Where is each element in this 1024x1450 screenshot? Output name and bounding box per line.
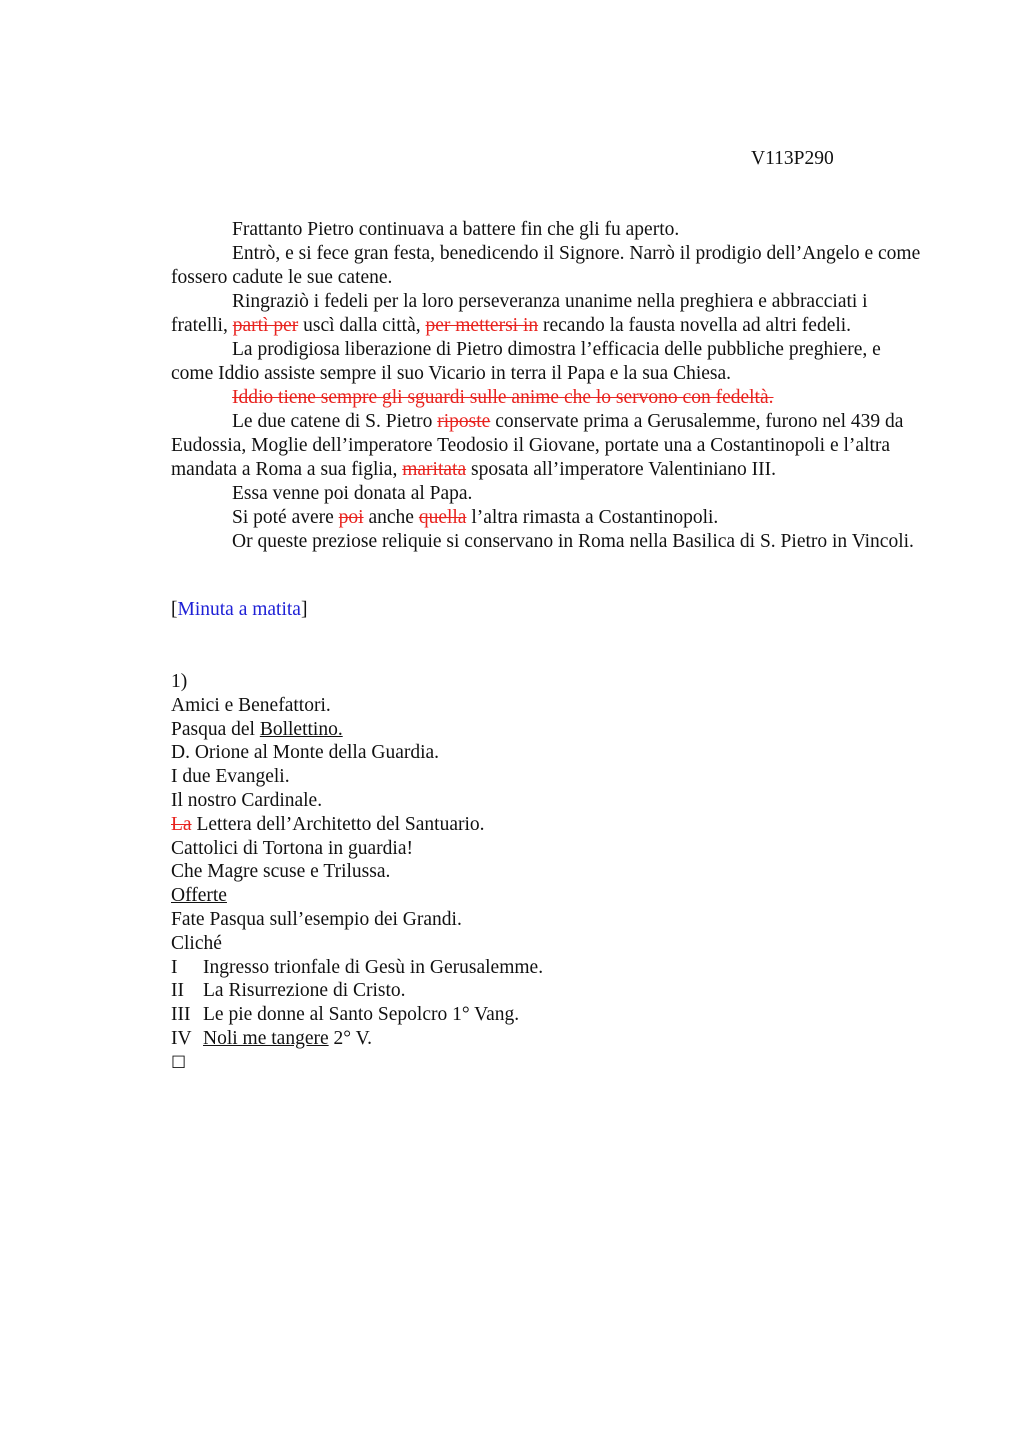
roman-numeral: II [171, 980, 184, 1002]
paragraph-3-text-b: uscì dalla città, [298, 315, 426, 336]
underlined-text: Bollettino. [259, 718, 343, 740]
paragraph-3-text-a: Ringraziò i fedeli per la loro perseveranza unanime nella preghiera e abbracciati i fratelli, [171, 291, 868, 336]
roman-numeral: III [171, 1004, 191, 1026]
cliche-text: La Risurrezione di Cristo. [203, 980, 406, 1002]
strikethrough-text: poi [338, 507, 364, 528]
cliche-item [171, 956, 543, 980]
list-item [171, 813, 543, 837]
paragraph-4: La prodigiosa liberazione di Pietro dimostra l’efficacia delle pubbliche preghiere, e come Iddio assiste sempre il suo Vicario in terra il Papa e la sua Chiesa. [171, 339, 881, 384]
cliche-text: Le pie donne al Santo Sepolcro 1° Vang. [203, 1004, 520, 1026]
paragraph-8-text-c: l’altra rimasta a Costantinopoli. [466, 507, 719, 528]
checkbox-square-icon: ☐ [171, 1052, 187, 1073]
list-item: I due Evangeli. [171, 766, 290, 788]
strikethrough-text: per mettersi in [425, 315, 539, 336]
cliche-text: 2° V. [328, 1027, 373, 1049]
strikethrough-text: riposte [437, 411, 491, 432]
note-bracket-open: [ [171, 599, 178, 620]
strikethrough-text: maritata [402, 459, 467, 480]
roman-numeral: I [171, 956, 178, 978]
strikethrough-text: partì per [232, 315, 299, 336]
list-marker: 1) [171, 671, 188, 692]
list-item [171, 884, 543, 908]
cliche-item [171, 1003, 543, 1027]
underlined-text: Noli me tangere [203, 1027, 329, 1049]
paragraph-3 [171, 290, 923, 338]
deleted-paragraph: Iddio tiene sempre gli sguardi sulle anime che lo servono con fedeltà. [232, 387, 774, 408]
list-item [171, 718, 543, 742]
list-item [171, 1051, 543, 1076]
paragraph-3-text-c: recando la fausta novella ad altri fedeli. [538, 315, 852, 336]
list-item: D. Orione al Monte della Guardia. [171, 742, 440, 764]
roman-numeral: IV [171, 1027, 192, 1049]
list-item-text: Lettera dell’Architetto del Santuario. [191, 813, 485, 835]
list-item: Cattolici di Tortona in guardia! [171, 837, 413, 859]
paragraph-6-text-b: conservate prima a Gerusalemme, furono nel 439 da Eudossia, Moglie dell’imperatore Teodosio il Giovane, portate una a Costantinopoli e l’altra mandata a Roma a sua figlia, [171, 411, 904, 480]
paragraph-7: Essa venne poi donata al Papa. [232, 483, 473, 504]
paragraph-8 [171, 506, 923, 530]
document-id: V113P290 [751, 148, 834, 169]
list-item: Cliché [171, 932, 222, 954]
cliche-text: Ingresso trionfale di Gesù in Gerusalemme. [203, 956, 544, 978]
paragraph-6 [171, 410, 923, 482]
cliche-item [171, 979, 543, 1003]
underlined-text: Offerte [171, 885, 227, 907]
body-text [171, 218, 923, 554]
note-text: Minuta a matita [177, 599, 301, 620]
paragraph-2: Entrò, e si fece gran festa, benedicendo il Signore. Narrò il prodigio dell’Angelo e come fossero cadute le sue catene. [171, 243, 921, 288]
strikethrough-text: quella [418, 507, 467, 528]
cliche-item [171, 1027, 543, 1051]
list-item: Amici e Benefattori. [171, 694, 331, 716]
paragraph-8-text-b: anche [363, 507, 419, 528]
paragraph-6-text-a: Le due catene di S. Pietro [232, 411, 438, 432]
list-item-text: Pasqua del [171, 718, 260, 740]
list-item: Il nostro Cardinale. [171, 789, 323, 811]
list-item: Fate Pasqua sull’esempio dei Grandi. [171, 908, 462, 930]
outline-list [171, 670, 543, 1076]
strikethrough-text: La [171, 813, 192, 835]
note-bracket-close: ] [300, 599, 308, 620]
paragraph-6-text-c: sposata all’imperatore Valentiniano III. [466, 459, 777, 480]
paragraph-1: Frattanto Pietro continuava a battere fin che gli fu aperto. [232, 219, 680, 240]
editorial-note [171, 598, 307, 622]
paragraph-9: Or queste preziose reliquie si conservano in Roma nella Basilica di S. Pietro in Vincoli. [232, 531, 914, 552]
paragraph-8-text-a: Si poté avere [232, 507, 339, 528]
list-item: Che Magre scuse e Trilussa. [171, 861, 391, 883]
